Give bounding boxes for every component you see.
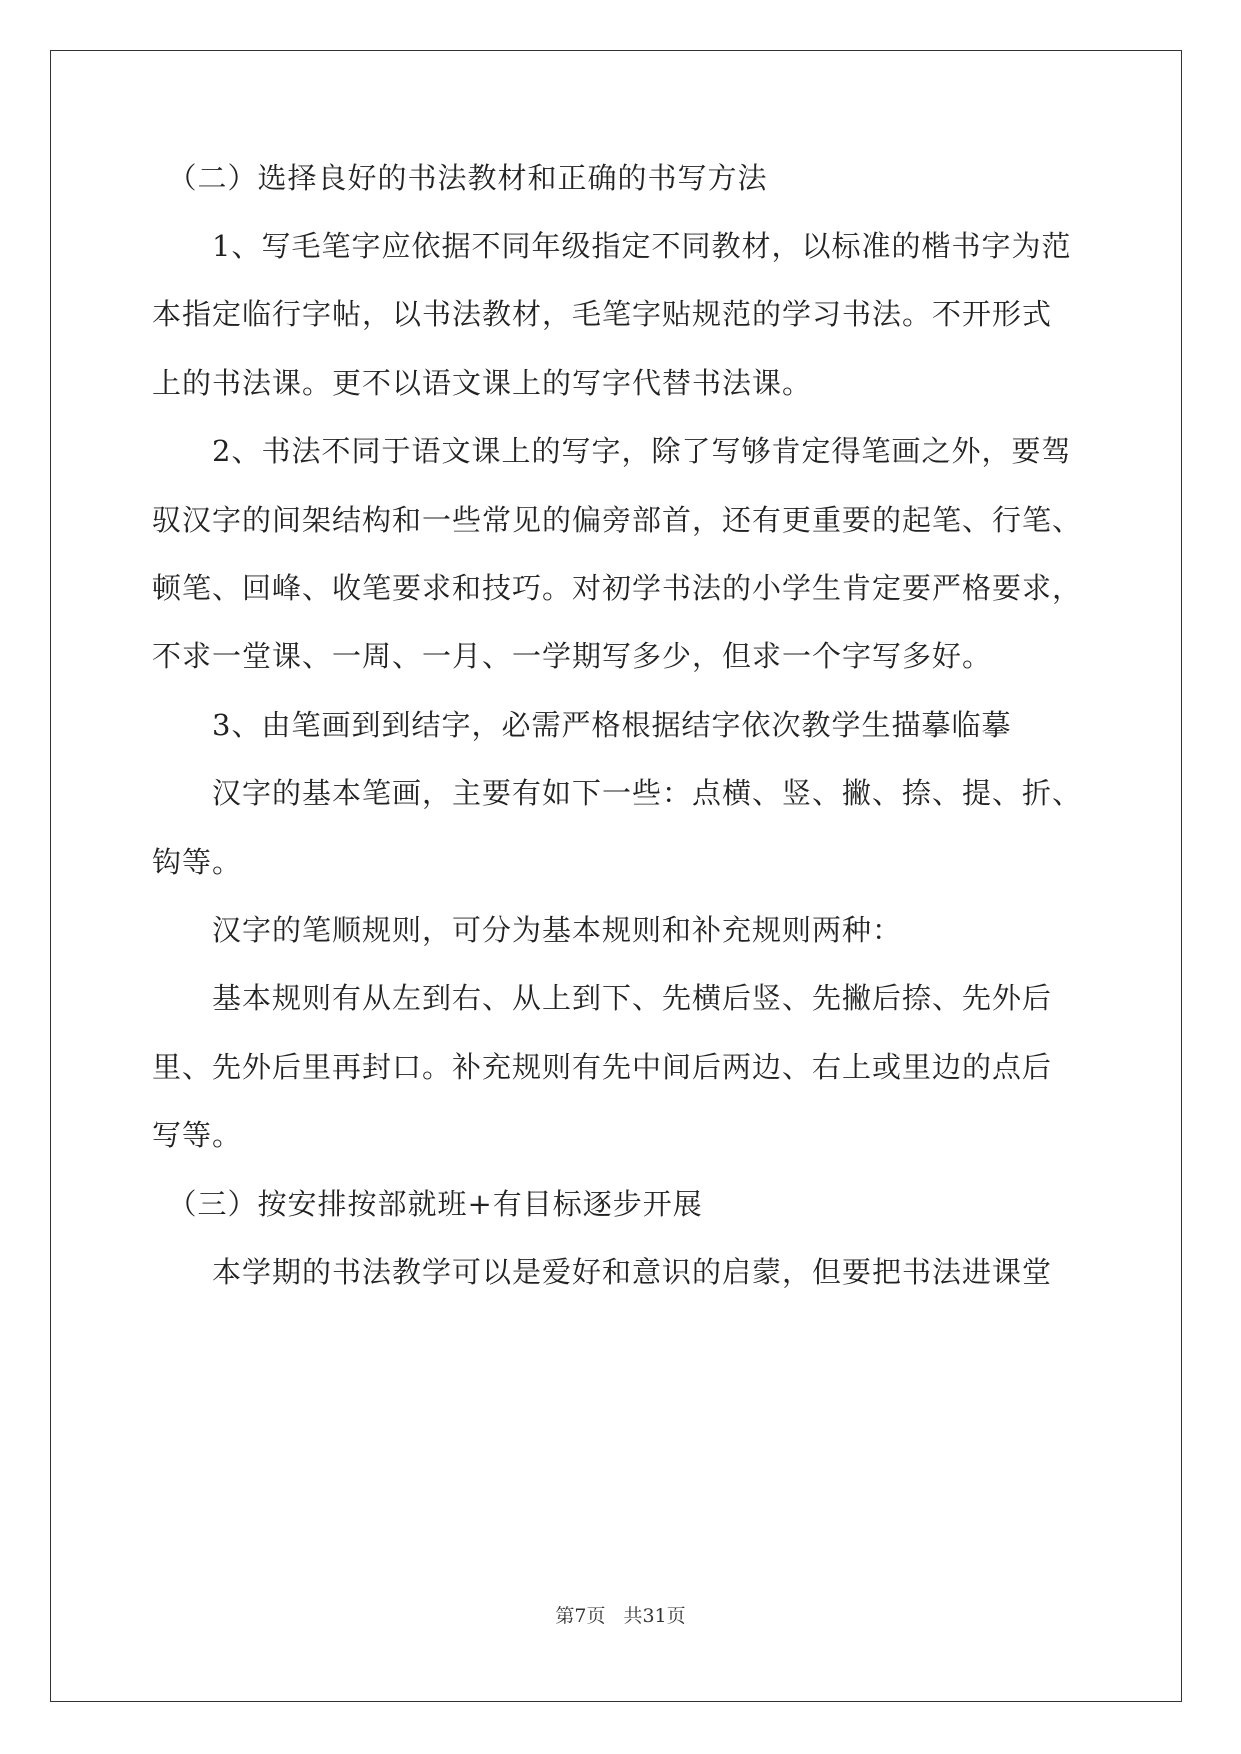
text-line-11: 钩等。 xyxy=(152,845,243,879)
text-line-9: 3、由笔画到到结字，必需严格根据结字依次教学生描摹临摹 xyxy=(152,708,1012,742)
text-line-4: 上的书法课。更不以语文课上的写字代替书法课。 xyxy=(152,366,813,400)
text-line-2: 1、写毛笔字应依据不同年级指定不同教材，以标准的楷书字为范 xyxy=(152,229,1072,263)
text-line-6: 驭汉字的间架结构和一些常见的偏旁部首，还有更重要的起笔、行笔、 xyxy=(152,503,1083,537)
text-line-16: （三）按安排按部就班+有目标逐步开展 xyxy=(152,1187,703,1221)
text-line-15: 写等。 xyxy=(152,1118,243,1152)
text-line-7: 顿笔、回峰、收笔要求和技巧。对初学书法的小学生肯定要严格要求， xyxy=(152,571,1083,605)
text-line-10: 汉字的基本笔画，主要有如下一些：点横、竖、撇、捺、提、折、 xyxy=(152,776,1083,810)
text-line-12: 汉字的笔顺规则，可分为基本规则和补充规则两种： xyxy=(152,913,903,947)
text-line-13: 基本规则有从左到右、从上到下、先横后竖、先撇后捺、先外后 xyxy=(152,981,1053,1015)
page-footer xyxy=(0,1604,1241,1628)
page-number: 第7页 xyxy=(555,1605,606,1627)
page-total: 共31页 xyxy=(623,1605,686,1627)
text-line-5: 2、书法不同于语文课上的写字，除了写够肯定得笔画之外，要驾 xyxy=(152,434,1072,468)
text-line-1: （二）选择良好的书法教材和正确的书写方法 xyxy=(152,161,768,195)
text-line-14: 里、先外后里再封口。补充规则有先中间后两边、右上或里边的点后 xyxy=(152,1050,1053,1084)
text-line-3: 本指定临行字帖，以书法教材，毛笔字贴规范的学习书法。不开形式 xyxy=(152,297,1053,331)
text-line-8: 不求一堂课、一周、一月、一学期写多少，但求一个字写多好。 xyxy=(152,639,993,673)
text-line-17: 本学期的书法教学可以是爱好和意识的启蒙，但要把书法进课堂 xyxy=(152,1255,1053,1289)
